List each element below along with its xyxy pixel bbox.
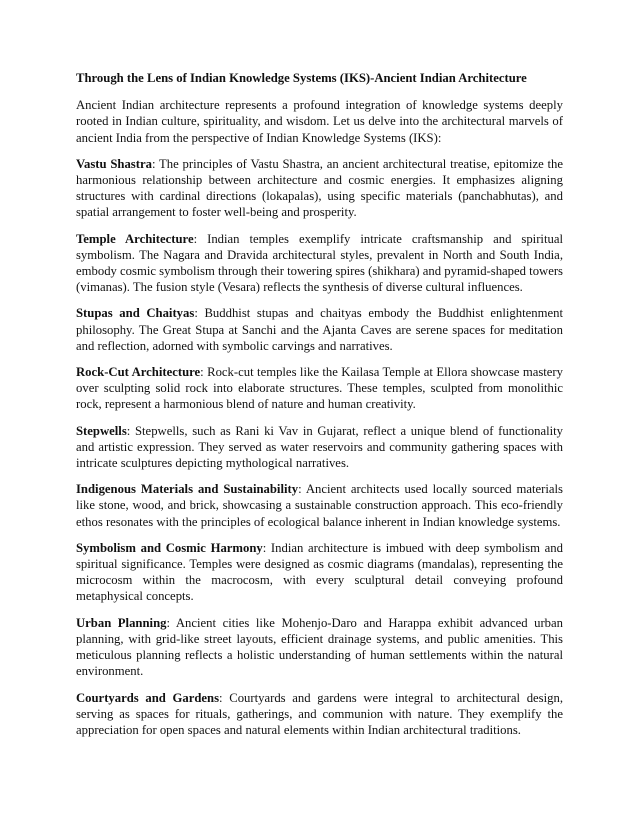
section-term: Stepwells [76,423,127,438]
document-title: Through the Lens of Indian Knowledge Systems (IKS)-Ancient Indian Architecture [76,71,527,85]
section-text: : Buddhist stupas and chaityas embody the Buddhist enlightenment philosophy. The Great Stupa at Sanchi and the Ajanta Caves are serene spaces for meditation and reflection, adorned with symbolic carvings and narratives. [76,306,563,353]
section-temple-architecture [76,231,563,296]
section-rock-cut-architecture [76,364,563,413]
section-term: Rock-Cut Architecture [76,365,201,380]
section-stepwells [76,423,563,472]
section-term: Urban Planning [76,615,167,630]
section-urban-planning [76,615,563,680]
section-term: Courtyards and Gardens [76,690,220,705]
section-stupas-and-chaityas [76,305,563,354]
section-term: Symbolism and Cosmic Harmony [76,540,263,555]
section-text: : The principles of Vastu Shastra, an ancient architectural treatise, epitomize the harmonious relationship between architecture and cosmic energies. It emphasizes aligning structures with cardinal directions (lokapalas), using specific materials (panchabhutas), and spatial arrangement to foster well-being and prosperity. [76,156,563,220]
section-term: Vastu Shastra [76,156,152,171]
section-term: Stupas and Chaityas [76,306,195,321]
section-text: : Rock-cut temples like the Kailasa Temple at Ellora showcase mastery over sculpting solid rock into elaborate structures. These temples, sculpted from monolithic rock, represent a harmonious blend of nature and human creativity. [76,365,563,412]
section-term: Indigenous Materials and Sustainability [76,482,299,497]
section-term: Temple Architecture [76,231,194,246]
section-text: : Stepwells, such as Rani ki Vav in Gujarat, reflect a unique blend of functionality and artistic expression. They served as water reservoirs and community gathering spaces with intricate sculptures depicting mythological narratives. [76,423,563,471]
document-page [76,70,563,748]
section-text: : Indian architecture is imbued with deep symbolism and spiritual significance. Temples were designed as cosmic diagrams (mandalas), representing the microcosm within the macrocosm, with every sculptural detail conveying profound metaphysical concepts. [76,540,563,604]
section-indigenous-materials [76,481,563,530]
section-courtyards-gardens [76,690,563,739]
section-text: : Indian temples exemplify intricate craftsmanship and spiritual symbolism. The Nagara and Dravida architectural styles, prevalent in North and South India, embody cosmic symbolism through their towering spires (shikhara) and pyramid-shaped towers (vimanas). The fusion style (Vesara) reflects the synthesis of diverse cultural influences. [76,231,563,295]
section-text: : Ancient architects used locally sourced materials like stone, wood, and brick, showcasing a sustainable construction approach. This eco-friendly ethos resonates with the principles of ecological balance inherent in Indian knowledge systems. [76,482,563,529]
section-symbolism-cosmic-harmony [76,540,563,605]
section-text: : Courtyards and gardens were integral to architectural design, serving as spaces for rituals, gatherings, and communion with nature. They exemplify the appreciation for open spaces and natural elements within Indian architectural traditions. [76,690,563,737]
section-vastu-shastra [76,156,563,221]
section-text: : Ancient cities like Mohenjo-Daro and Harappa exhibit advanced urban planning, with grid-like street layouts, efficient drainage systems, and public amenities. This meticulous planning reflects a holistic understanding of human settlements within the natural environment. [76,615,563,679]
intro-paragraph: Ancient Indian architecture represents a profound integration of knowledge systems deeply rooted in Indian culture, spirituality, and wisdom. Let us delve into the architectural marvels of ancient India from the perspective of Indian Knowledge Systems (IKS): [76,98,563,145]
